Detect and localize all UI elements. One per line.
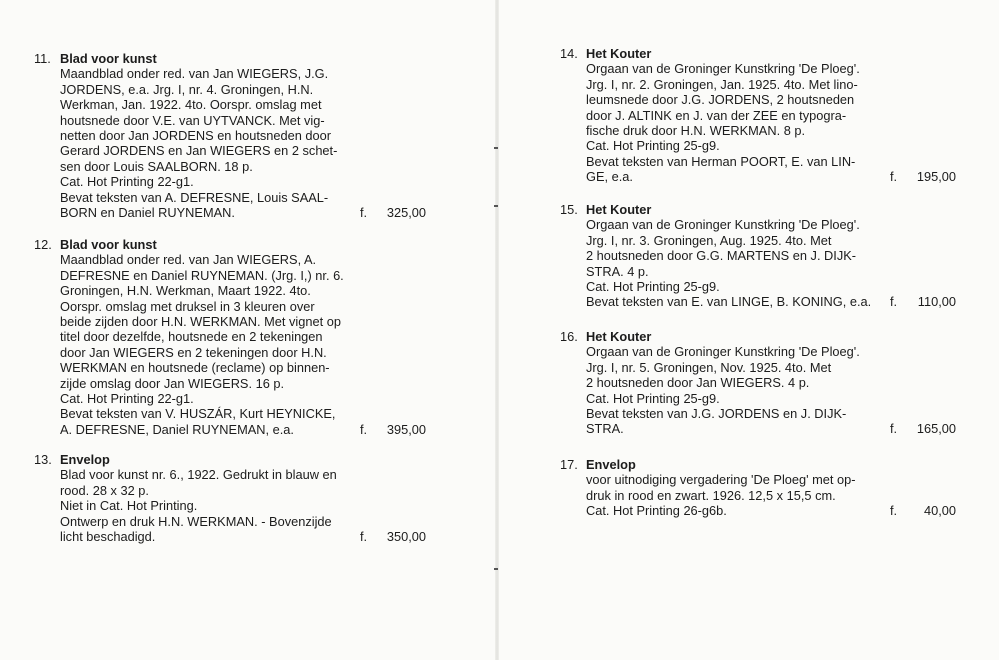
price-currency: f.	[890, 169, 898, 185]
left-page	[0, 0, 497, 660]
entry-price	[360, 529, 426, 544]
entry-line: Jrg. I, nr. 3. Groningen, Aug. 1925. 4to. Met	[586, 232, 832, 248]
entry-line: Gerard JORDENS en Jan WIEGERS en 2 schet-	[60, 143, 338, 159]
price-amount: 165,00	[916, 421, 956, 437]
entry-line: Blad voor kunst nr. 6., 1922. Gedrukt in blauw en	[60, 467, 337, 483]
entry-line: netten door Jan JORDENS en houtsneden door	[60, 128, 332, 144]
entry-line: Jrg. I, nr. 5. Groningen, Nov. 1925. 4to. Met	[586, 359, 832, 375]
entry-title: Het Kouter	[586, 202, 652, 217]
entry-line: titel door dezelfde, houtsnede en 2 tekeningen	[60, 329, 323, 345]
entry-line: voor uitnodiging vergadering 'De Ploeg' met op-	[586, 472, 856, 488]
right-page	[497, 0, 999, 660]
entry-description	[60, 467, 426, 544]
entry-line: Bevat teksten van V. HUSZÁR, Kurt HEYNICKE,	[60, 406, 336, 422]
entry-price	[890, 169, 956, 184]
entry-price	[890, 294, 956, 309]
entry-line: Cat. Hot Printing 25-g9.	[586, 279, 720, 295]
entry-number: 17.	[560, 457, 578, 472]
price-amount: 40,00	[923, 503, 956, 519]
entry-number: 16.	[560, 329, 578, 344]
price-currency: f.	[360, 421, 368, 437]
entry-line: Bevat teksten van J.G. JORDENS en J. DIJK-	[586, 406, 847, 422]
entry-title: Het Kouter	[586, 329, 652, 344]
price-currency: f.	[360, 529, 368, 545]
catalog-entry-12	[34, 237, 426, 437]
entry-line: STRA. 4 p.	[586, 263, 649, 279]
entry-price	[890, 503, 956, 518]
entry-title: Het Kouter	[586, 46, 652, 61]
entry-line: Cat. Hot Printing 22-g1.	[60, 174, 194, 190]
entry-price	[890, 421, 956, 436]
price-amount: 195,00	[916, 169, 956, 185]
entry-line: fische druk door H.N. WERKMAN. 8 p.	[586, 123, 806, 139]
entry-line: Niet in Cat. Hot Printing.	[60, 498, 198, 514]
entry-price	[360, 205, 426, 220]
entry-line: Orgaan van de Groninger Kunstkring 'De Ploeg'.	[586, 217, 860, 233]
price-currency: f.	[890, 421, 898, 437]
entry-line: Oorspr. omslag met druksel in 3 kleuren over	[60, 298, 315, 314]
entry-line: Groningen, H.N. Werkman, Maart 1922. 4to.	[60, 283, 311, 299]
entry-line: Orgaan van de Groninger Kunstkring 'De Ploeg'.	[586, 344, 860, 360]
entry-line: door J. ALTINK en J. van der ZEE en typogra-	[586, 107, 847, 123]
price-currency: f.	[360, 205, 368, 221]
entry-line: Maandblad onder red. van Jan WIEGERS, J.G.	[60, 66, 329, 82]
entry-description	[586, 472, 956, 518]
entry-title: Envelop	[60, 452, 110, 467]
entry-line: sen door Louis SAALBORN. 18 p.	[60, 158, 253, 174]
entry-line: JORDENS, e.a. Jrg. I, nr. 4. Groningen, H.N.	[60, 81, 314, 97]
entry-line: door Jan WIEGERS en 2 tekeningen door H.N.	[60, 344, 327, 360]
entry-title: Envelop	[586, 457, 636, 472]
entry-line: A. DEFRESNE, Daniel RUYNEMAN, e.a.	[60, 421, 294, 437]
entry-line: STRA.	[586, 421, 624, 437]
price-amount: 395,00	[386, 421, 426, 437]
entry-line: Bevat teksten van A. DEFRESNE, Louis SAAL-	[60, 189, 329, 205]
entry-line: Cat. Hot Printing 26-g6b.	[586, 503, 727, 519]
entry-description	[586, 217, 956, 309]
entry-line: leumsnede door J.G. JORDENS, 2 houtsneden	[586, 92, 855, 108]
catalog-entry-17	[560, 457, 956, 519]
entry-line: Cat. Hot Printing 25-g9.	[586, 390, 720, 406]
entry-line: druk in rood en zwart. 1926. 12,5 x 15,5 cm.	[586, 487, 836, 503]
entry-description	[586, 61, 956, 184]
entry-number: 14.	[560, 46, 578, 61]
entry-line: Jrg. I, nr. 2. Groningen, Jan. 1925. 4to. Met lino-	[586, 76, 858, 92]
entry-line: 2 houtsneden door Jan WIEGERS. 4 p.	[586, 375, 810, 391]
entry-title: Blad voor kunst	[60, 237, 157, 252]
entry-price	[360, 422, 426, 437]
entry-number: 13.	[34, 452, 52, 467]
entry-line: Bevat teksten van Herman POORT, E. van LIN-	[586, 153, 856, 169]
entry-description	[60, 66, 426, 220]
entry-line: WERKMAN en houtsnede (reclame) op binnen-	[60, 360, 330, 376]
catalog-entry-13	[34, 452, 426, 544]
entry-line: DEFRESNE en Daniel RUYNEMAN. (Jrg. I,) nr. 6.	[60, 267, 344, 283]
entry-line: Orgaan van de Groninger Kunstkring 'De Ploeg'.	[586, 61, 860, 77]
entry-title: Blad voor kunst	[60, 51, 157, 66]
catalog-entry-11	[34, 51, 426, 220]
entry-number: 11.	[34, 51, 51, 66]
entry-line: Cat. Hot Printing 22-g1.	[60, 391, 194, 407]
entry-line: rood. 28 x 32 p.	[60, 482, 149, 498]
entry-line: zijde omslag door Jan WIEGERS. 16 p.	[60, 375, 285, 391]
entry-line: Ontwerp en druk H.N. WERKMAN. - Bovenzijde	[60, 513, 332, 529]
price-amount: 350,00	[386, 529, 426, 545]
price-amount: 110,00	[917, 294, 956, 310]
entry-number: 15.	[560, 202, 578, 217]
price-currency: f.	[890, 503, 898, 519]
entry-line: Maandblad onder red. van Jan WIEGERS, A.	[60, 252, 317, 268]
entry-line: houtsnede door V.E. van UYTVANCK. Met vig-	[60, 112, 325, 128]
entry-line: 2 houtsneden door G.G. MARTENS en J. DIJK-	[586, 248, 857, 264]
entry-description	[60, 252, 426, 437]
entry-number: 12.	[34, 237, 52, 252]
entry-line: Bevat teksten van E. van LINGE, B. KONING, e.a.	[586, 294, 872, 310]
entry-line: GE, e.a.	[586, 169, 633, 185]
entry-description	[586, 344, 956, 436]
price-amount: 325,00	[386, 205, 426, 221]
price-currency: f.	[890, 294, 898, 310]
entry-line: Werkman, Jan. 1922. 4to. Oorspr. omslag met	[60, 97, 322, 113]
entry-line: BORN en Daniel RUYNEMAN.	[60, 205, 235, 221]
entry-line: Cat. Hot Printing 25-g9.	[586, 138, 720, 154]
catalog-entry-16	[560, 329, 956, 437]
entry-line: beide zijden door H.N. WERKMAN. Met vignet op	[60, 314, 341, 330]
catalog-entry-14	[560, 46, 956, 185]
entry-line: licht beschadigd.	[60, 529, 156, 545]
catalog-entry-15	[560, 202, 956, 310]
